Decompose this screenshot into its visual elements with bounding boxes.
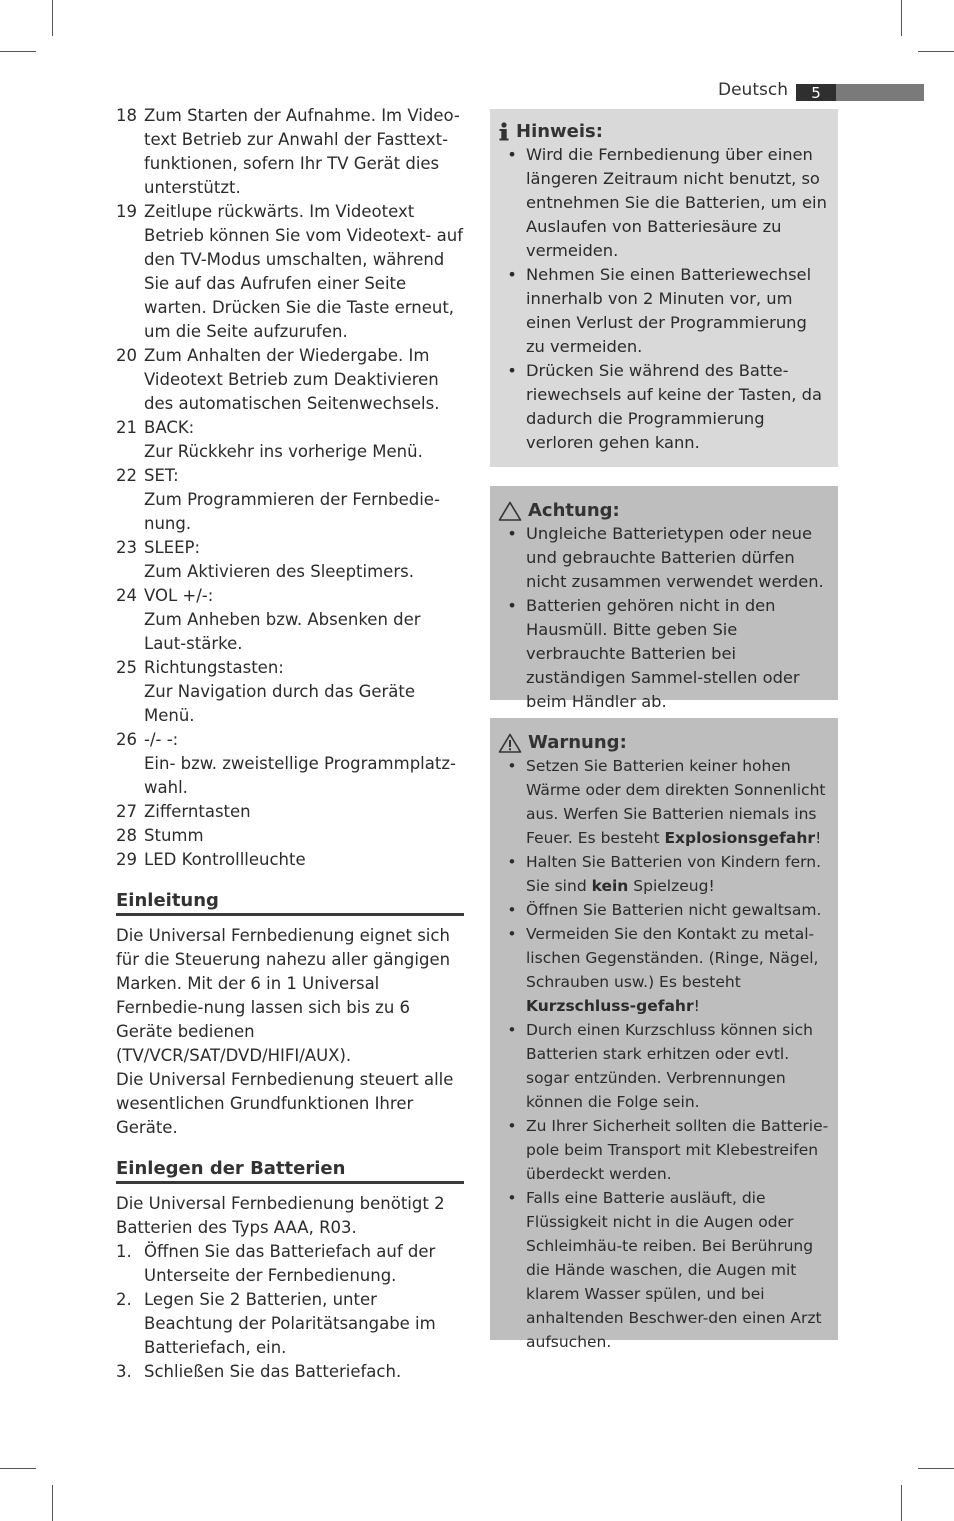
remote-list-item [116,824,464,848]
list-text [144,824,464,848]
warnung-heading [498,732,830,754]
battery-steps-list [116,1240,464,1384]
bullet: • [507,853,517,871]
list-description: Zum Anheben bzw. Absenken der Laut-stärke. [144,610,421,653]
list-text [144,536,464,584]
warnung-box [490,718,838,1351]
warnung-item-text [526,898,830,922]
list-description: Zifferntasten [144,802,251,821]
list-text [144,848,464,872]
hinweis-list [498,143,830,455]
warnung-emphasis: kein [591,877,629,895]
achtung-title: Achtung: [528,500,620,521]
warnung-item [498,1186,830,1354]
left-column [116,104,464,1384]
bullet: • [507,1021,517,1039]
list-label: BACK: [144,418,195,437]
list-text [144,464,464,536]
achtung-item-text: Ungleiche Batterietypen oder neue und gebrauchte Batterien dürfen nicht zusammen verwendet werden. [526,524,824,591]
page-language: Deutsch [718,80,788,100]
section-title-einleitung: Einleitung [116,889,464,916]
achtung-item [498,594,830,714]
list-description: Zur Navigation durch das Geräte Menü. [144,682,416,725]
list-number: 26 [116,730,137,749]
warnung-item [498,754,830,850]
bullet: • [507,1117,517,1135]
list-number: 21 [116,418,137,437]
list-label: -/- -: [144,730,179,749]
warnung-emphasis: Kurzschluss-gefahr [526,997,694,1015]
achtung-heading [498,500,830,522]
crop-mark [918,1468,954,1469]
info-icon [498,122,510,142]
hinweis-box [490,109,838,467]
warnung-text-part: Spielzeug! [628,877,715,895]
list-description: Zeitlupe rückwärts. Im Videotext Betrieb können Sie vom Videotext- auf den TV-Modus umschalten, während Sie auf das Aufrufen einer Seite warten. Drücken Sie die Taste erneut, um die Seite aufzurufen. [144,202,464,341]
remote-list-item [116,344,464,416]
list-description: Zum Programmieren der Fernbedie-nung. [144,490,440,533]
crop-mark [52,1485,53,1521]
list-text [144,104,464,200]
list-number: 28 [116,826,137,845]
warnung-item-text [526,922,830,1018]
bullet: • [507,524,517,543]
step-number: 2. [116,1290,132,1309]
warnung-item-text [526,1114,830,1186]
remote-list-item [116,656,464,728]
list-description: Zum Anhalten der Wiedergabe. Im Videotext Betrieb zum Deaktivieren des automatischen Seitenwechsels. [144,346,440,413]
bullet: • [507,145,517,164]
section-title-batterien: Einlegen der Batterien [116,1157,464,1184]
list-number: 27 [116,802,137,821]
remote-list-item [116,728,464,800]
remote-list-item [116,104,464,200]
list-description: LED Kontrollleuchte [144,850,306,869]
warnung-item [498,898,830,922]
crop-mark [0,51,36,52]
step-text: Schließen Sie das Batteriefach. [144,1362,402,1381]
list-text [144,200,464,344]
bullet: • [507,901,517,919]
warnung-emphasis: Explosionsgefahr [664,829,816,847]
batterien-intro: Die Universal Fernbedienung benötigt 2 Batterien des Typs AAA, R03. [116,1194,445,1237]
list-number: 23 [116,538,137,557]
remote-list-item [116,200,464,344]
list-text [144,344,464,416]
list-text [144,656,464,728]
einleitung-paragraph: Die Universal Fernbedienung eignet sich für die Steuerung nahezu aller gängigen Marken. Mit der 6 in 1 Universal Fernbedie-nung lassen sich bis zu 6 Geräte bedienen (TV/VCR/SAT/DVD/HIFI/AUX). [116,926,451,1065]
crop-mark [901,1485,902,1521]
warnung-text-part: Falls eine Batterie ausläuft, die Flüssigkeit nicht in die Augen oder Schleimhäu-te reiben. Bei Berührung die Hände waschen, die Augen mit klarem Wasser spülen, und bei anhaltenden Beschwer-den einen Arzt aufsuchen. [526,1189,822,1351]
list-number: 20 [116,346,137,365]
warnung-title: Warnung: [528,732,627,753]
step-number: 1. [116,1242,132,1261]
hinweis-item-text: Drücken Sie während des Batte-riewechsels auf keine der Tasten, da dadurch die Programmierung verloren gehen kann. [526,361,822,452]
remote-list-item [116,416,464,464]
crop-mark [52,0,53,36]
hinweis-item [498,143,830,263]
list-description: Zum Starten der Aufnahme. Im Video-text Betrieb zur Anwahl der Fasttext-funktionen, sofern Ihr TV Gerät dies unterstützt. [144,106,460,197]
list-text [144,416,464,464]
warnung-list [498,754,830,1354]
achtung-box [490,486,838,711]
list-number: 29 [116,850,137,869]
battery-step [116,1288,464,1360]
list-label: Richtungstasten: [144,658,284,677]
warnung-text-part: Halten Sie Batterien von Kindern fern. Sie sind [526,853,821,895]
remote-list-item [116,848,464,872]
warnung-item-text [526,850,830,898]
remote-list-item [116,464,464,536]
crop-mark [0,1468,36,1469]
warnung-text-part: ! [693,997,700,1015]
remote-button-list [116,104,464,872]
battery-step [116,1360,464,1384]
crop-mark [918,51,954,52]
list-number: 22 [116,466,137,485]
bullet: • [507,596,517,615]
warnung-item-text [526,1186,830,1354]
step-number: 3. [116,1362,132,1381]
step-text: Öffnen Sie das Batteriefach auf der Unterseite der Fernbedienung. [144,1242,436,1285]
warnung-item [498,1018,830,1114]
list-label: SET: [144,466,179,485]
warnung-text-part: Setzen Sie Batterien keiner hohen Wärme oder dem direkten Sonnenlicht aus. Werfen Sie Batterien niemals ins Feuer. Es besteht [526,757,826,847]
warnung-text-part: Durch einen Kurzschluss können sich Batterien stark erhitzen oder evtl. sogar entzünden. Verbrennungen können die Folge sein. [526,1021,813,1111]
crop-mark [901,0,902,36]
step-text: Legen Sie 2 Batterien, unter Beachtung der Polaritätsangabe im Batteriefach, ein. [144,1290,436,1357]
warning-exclamation-icon [498,733,522,753]
warnung-text-part: Öffnen Sie Batterien nicht gewaltsam. [526,901,822,919]
list-number: 19 [116,202,137,221]
bullet: • [507,757,517,775]
list-text [144,584,464,656]
bullet: • [507,265,517,284]
warnung-item [498,850,830,898]
hinweis-item [498,263,830,359]
achtung-item [498,522,830,594]
warnung-item [498,922,830,1018]
list-description: Ein- bzw. zweistellige Programmplatz-wahl. [144,754,456,797]
list-description: Stumm [144,826,204,845]
list-label: SLEEP: [144,538,201,557]
achtung-item-text: Batterien gehören nicht in den Hausmüll. Bitte geben Sie verbrauchte Batterien bei zuständigen Sammel-stellen oder beim Händler ab. [526,596,800,711]
list-label: VOL +/-: [144,586,214,605]
warnung-item-text [526,1018,830,1114]
battery-step [116,1240,464,1288]
warnung-text-part: Vermeiden Sie den Kontakt zu metal-lischen Gegenständen. (Ringe, Nägel, Schrauben usw.) Es besteht [526,925,819,991]
warnung-text-part: Zu Ihrer Sicherheit sollten die Batterie-pole beim Transport mit Klebestreifen überdeckt werden. [526,1117,829,1183]
list-number: 18 [116,106,137,125]
remote-list-item [116,800,464,824]
einleitung-paragraph: Die Universal Fernbedienung steuert alle wesentlichen Grundfunktionen Ihrer Geräte. [116,1070,454,1137]
list-text [144,800,464,824]
page-number: 5 [796,84,836,101]
warnung-text-part: ! [815,829,822,847]
hinweis-title: Hinweis: [516,121,603,142]
list-description: Zum Aktivieren des Sleeptimers. [144,562,414,581]
hinweis-heading [498,121,830,143]
bullet: • [507,925,517,943]
remote-list-item [116,536,464,584]
bullet: • [507,361,517,380]
achtung-list [498,522,830,714]
bullet: • [507,1189,517,1207]
hinweis-item-text: Wird die Fernbedienung über einen längeren Zeitraum nicht benutzt, so entnehmen Sie die Batterien, um ein Auslaufen von Batteriesäure zu vermeiden. [526,145,827,260]
warnung-item [498,1114,830,1186]
hinweis-item-text: Nehmen Sie einen Batteriewechsel innerhalb von 2 Minuten vor, um einen Verlust der Programmierung zu vermeiden. [526,265,812,356]
list-number: 25 [116,658,137,677]
list-text [144,728,464,800]
hinweis-item [498,359,830,455]
warning-triangle-icon [498,501,522,521]
list-description: Zur Rückkehr ins vorherige Menü. [144,442,423,461]
warnung-item-text [526,754,830,850]
list-number: 24 [116,586,137,605]
remote-list-item [116,584,464,656]
